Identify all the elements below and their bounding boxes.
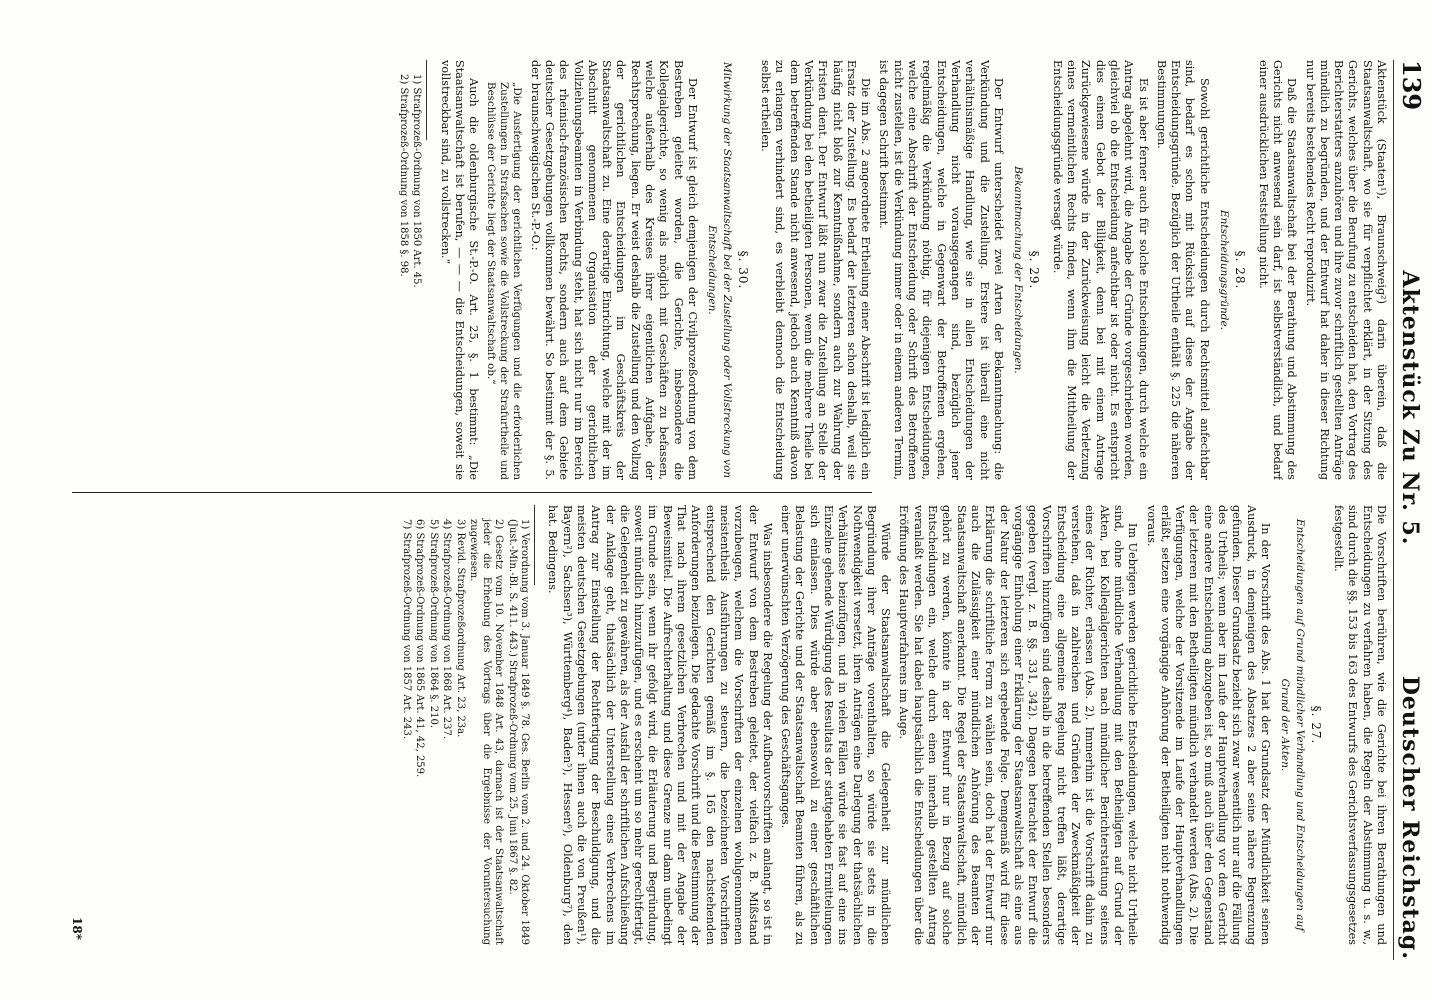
- paragraph: Der Entwurf unterscheidet zwei Arten der Bekanntmachung: die Verkündung und die Zustellung. Erstere ist überall eine nicht verhältnismäßige Handlung, wie sie in allen Entscheidungen der Verhandlung nicht vorausgegangen sind, bezüglich jener Entscheidungen, welche in Gegenwart der Betroffenen ergehen, regelmäßig die Verkündung nöthig, für diejenigen Entscheidungen, welche eine Abschrift der Entscheidung oder Schrift des Betroffenen nicht zustellen, ist die Verkündung immer oder in einem anderen Termin, ist dagegen Schrift bestimmt.: [877, 60, 1005, 480]
- section-title: Entscheidungsgründe.: [1218, 209, 1231, 331]
- footnote-rule: [426, 60, 427, 140]
- paragraph: Im Uebrigen werden gerichtliche Entscheidungen, welche nicht Urtheile sind, ohne mündliche Verhandlung mit den Betheiligten auf Grund der Akten, bei Kollegialgerichten nach mündlicher Berichterstattung seitens eines der Richter, erlassen (Abs. 2). Immerhin ist die Vorschrift dahin zu verstehen, daß in zahlreichen und Gründen der Zweckmäßigkeit der Entscheidung eine allgemeine Regelung nicht treffen läßt, derartige Vorschriften hinzufügen sind deshalb in die betreffenden Stellen besonders gegeben (vergl. z. B. §§. 331, 342). Dagegen betrachtet der Entwurf die vorgängige Einholung einer Erklärung der Staatsanwaltschaft als eine aus der Natur der letzteren sich ergebende Folge. Demgemäß wird für diese Erklärung die schriftliche Form zu wählen sein, doch hat der Entwurf nur auch die Zulässigkeit einer mündlichen Anhörung des Beamten der Staatsanwaltschaft anerkannt. Die Regel der Staatsanwaltschaft, mündlich gehört zu werden, könnte in der Entwurf nur in Bezug auf solche Entscheidungen ein, welche durch einen innerhalb gestellten Antrag veranlaßt werden. Sie hat dabei hauptsächlich die Entscheidungen über die Eröffnung des Hauptverfahrens im Auge.: [897, 505, 1140, 945]
- footnote: 2) Gesetz vom 10. November 1848 Art. 43, darnach ist der Staatsanwaltschaft jeder die Erhebung des Vortrags über die Ergebnisse der Voruntersuchung zugewiesen.: [468, 519, 505, 945]
- paragraph: Daß die Staatsanwaltschaft bei der Berathung und Abstimmung des Gerichts nicht anwesend sein darf, ist selbstverständlich, und bedarf einer ausdrücklichen Feststellung nicht.: [1256, 60, 1299, 480]
- paragraph: Der Entwurf ist gleich demjenigen der Civilprozeßordnung von dem Bestreben geleitet worden, die Gerichte, insbesondere die Kollegialgerichte, so wenig als möglich mit Geschäften zu befassen, welche außerhalb des Kreises ihrer eigentlichen Aufgabe, der Rechtsprechung, liegen. Er weist deshalb die Zustellung und den Vollzug der gerichtlichen Entscheidungen im Geschäftskreis der Staatsanwaltschaft zu. Eine derartige Einrichtung, welche mit der im Abschnitt genommenen Organisation der gerichtlichen Vollziehungsbeamten in Verbindung steht, hat sich nicht nur im Bereich des rheinisch-französischen Rechts, sondern auch auf dem Gebiete deutscher Gesetzgebungen vollkommen bewährt. So bestimmt der §. 5. der braunschweigischen St.-P.-O.:: [528, 60, 699, 480]
- footnote: 3) Revid. Strafprozeßordnung Art. 23, 23a.: [454, 519, 466, 738]
- footnote: 1) Strafprozeß-Ordnung von 1850 Art. 45.: [411, 74, 423, 288]
- paragraph: Aktenstück (Staaten¹), Braunschweig²) darin überein, daß die Staatsanwaltschaft, wo sie für verpflichtet erklärt, in der Sitzung des Gerichts, welches über die Berufung zu entscheiden hat, den Vortrag des Berichterstatters anzuhören und ihre zuvor schriftlich gestellten Anträge mündlich zu begründen, und der Entwurf hat daher in dieser Richtung nur bereits bestehendes Recht reproduzirt.: [1303, 60, 1388, 480]
- paragraph: Die Vorschriften berühren, wie die Gerichte bei ihren Berathungen und Entscheidungen zu verfahren haben, die Regeln der Abstimmung u. s. w., sind durch die §§. 153 bis 163 des Entwurfs des Gerichtsverfassungsgesetzes festgestellt.: [1332, 505, 1388, 945]
- column-divider: [72, 492, 872, 493]
- section-number: §. 29.: [1027, 250, 1042, 290]
- footnote: 5) Strafprozeß-Ordnung von 1864 §. 210.: [427, 519, 439, 729]
- footnote-rule: [534, 505, 535, 585]
- section-title: Mitwirkung der Staatsanwaltschaft bei der Zustellung oder Vollstreckung von Entscheidungen.: [706, 61, 733, 479]
- running-title-left: Aktenstück Zu Nr. 5.: [1397, 270, 1423, 546]
- paragraph: Auch die oldenburgische St.-P.-O. Art. 25, §. 1 bestimmt: „Die Staatsanwaltschaft ist berufen, — — — die Entscheidungen, soweit sie vollstreckbar sind, zu vollstrecken.“: [438, 60, 481, 480]
- section-title: Bekanntmachung der Entscheidungen.: [1012, 166, 1025, 374]
- section-number: §. 28.: [1233, 250, 1248, 290]
- page-header: [1392, 60, 1426, 960]
- section-title: Entscheidungen auf Grund mündlicher Verhandlung und Entscheidungen auf Grund der Akten.: [1279, 518, 1306, 932]
- header-rule: [1393, 60, 1394, 960]
- paragraph: Es ist aber ferner auch für solche Entscheidungen, durch welche ein Antrag abgelehnt wird, die Angabe der Gründe vorgeschrieben worden, gleichviel ob die Entscheidung anfechtbar ist oder nicht. Es entspricht dies einem Gebot der Billigkeit, denn bei mit einem Antrage Zurückgewiesene würde in der Zurückweisung leicht die Verletzung eines vermeintlichen Rechts finden, wenn ihm die Mittheilung der Entscheidungsgründe versagt würde.: [1050, 60, 1150, 480]
- footnote: 6) Strafprozeß-Ordnung von 1865 Art. 41, 42, 259.: [414, 519, 426, 778]
- footnote: 2) Strafprozeß-Ordnung von 1858 §. 98.: [397, 74, 409, 277]
- paragraph: Würde der Staatsanwaltschaft die Gelegenheit zur mündlichen Begründung ihrer Anträge vorenthalten, so würde sie stets in die Nothwendigkeit versetzt, ihren Anträgen eine Darlegung der thatsächlichen Verhältnisse beizufügen, und in vielen Fällen würde sie fast auf eine ins Einzelne gehende Würdigung des Resultats der stattgehabten Ermittelungen sich einlassen. Dies würde aber ebensowohl zu einer geschäftlichen Belastung der Gerichte und der Staatsanwaltschaft Beamten führen, als zu einer unerwünschten Verzögerung des Geschäftsganges.: [779, 505, 893, 945]
- column-left: [40, 60, 1388, 480]
- column-right: [40, 505, 1388, 945]
- running-title-right: Deutscher Reichstag.: [1397, 675, 1423, 960]
- section-number: §. 27.: [1308, 705, 1323, 745]
- quotation: „Die Ausfertigung der gerichtlichen Verfügungen und die erforderlichen Zustellungen in Strafsachen sowie die Vollstreckung der Strafurtheile und Beschlüsse der Gerichte liegt der Staatsanwaltschaft ob.“: [485, 82, 524, 480]
- sheet-signature: 18*: [70, 917, 84, 940]
- page-number: 139: [1397, 60, 1426, 111]
- footnote: 4) Strafprozeß-Ordnung von 1868 Art. 237.: [441, 519, 453, 740]
- paragraph: Sowohl gerichtliche Entscheidungen durch Rechtsmittel anfechtbar sind, bedarf es schon mit Rücksicht auf diese der Angabe der Entscheidungsgründe. Bezüglich der Urtheile enthält §. 225 die näheren Bestimmungen.: [1154, 60, 1211, 480]
- section-number: §. 30.: [735, 250, 750, 290]
- paragraph: Die im Abs. 2 angeordnete Ertheilung einer Abschrift ist lediglich ein Ersatz der Zustellung. Es bedarf der letzteren schon deshalb, weil sie häufig nicht bloß zur Kenntnißnahme, sondern auch zur Wahrung der Fristen dient. Der Entwurf läßt nun zwar die Zustellung an Stelle der Verkündung bei den betheiligten Personen, wenn die mehrere Theile bei dem betreffenden Stande nicht anwesend, jedoch auch Kenntniß davon zu erlangen verhindert sind, es verbleibt dennoch die Entscheidung selbst ertheilen.: [759, 60, 873, 480]
- paragraph: In der Vorschrift des Abs. 1 hat der Grundsatz der Mündlichkeit seinen Ausdruck, in demjenigen des Absatzes 2 aber seine nähere Begrenzung gefunden. Dieser Grundsatz bezieht sich zwar wesentlich nur auf die Fällung des Urtheils; wenn aber im Laufe der Hauptverhandlung vor dem Gericht eine andere Entscheidung abzugeben ist, so muß auch über den Gegenstand der letzteren mit den Betheiligten mündlich verhandelt werden (Abs. 2). Die Verfügungen, welche der Vorsitzende im Laufe der Hauptverhandlungen erläßt, setzen eine vorgängige Anhörung der Betheiligten nicht nothwendig voraus.: [1144, 505, 1272, 945]
- footnote: 7) Strafprozeß-Ordnung von 1857 Art. 243.: [400, 519, 412, 740]
- paragraph: Was insbesondere die Regelung der Aufbauvorschriften anlangt, so ist in der Entwurf von dem Bestreben geleitet, der vielfach z. B. Mißstand vorzubeugen, welchem die Vorschriften der einzelnen wohlgenommenen meistentheils Ausführungen zu steuern, die bezeichneten Vorschriften entsprechend den Gerichten gemäß im §. 165 den nachstehenden Anforderungen beizulegen. Die gedachte Vorschrift und die Bestimmung der That nach ihrem gesetzlichen Verbrechen und mit der Angabe der Beweismittel. Die Aufrechterhaltung und diese Grenze nur dann unbedingt im Grunde sein, wenn ihr gefolgt wird, die Erläuterung und Begründung, soweit mündlich hinzuzufügen, und es erscheint um so mehr gerechtfertigt, die Gelegenheit zu gewähren, als der Ausfall der schriftlichen Aufschließung der Anklage geht, thatsächlich der Unterstellung eines Verbrechens im Antrag zur Einstellung der Rechtfertigung der Beschuldigung, und die meisten deutschen Gesetzgebungen (unter ihnen auch die von Preußen¹), Bayern²), Sachsen³), Württemberg⁴), Baden⁵), Hessen⁶), Oldenburg⁷), den hat. Bedingens.: [546, 505, 774, 945]
- footnote: 1) Verordnung vom 3. Januar 1849 §. 78. Ges. Berlin vom 2. und 24. Oktober 1849 (Just.-Min.-Bl. S. 411. 443.) Strafprozeß-Ordnung vom 25. Juni 1867 §. 82.: [506, 519, 531, 945]
